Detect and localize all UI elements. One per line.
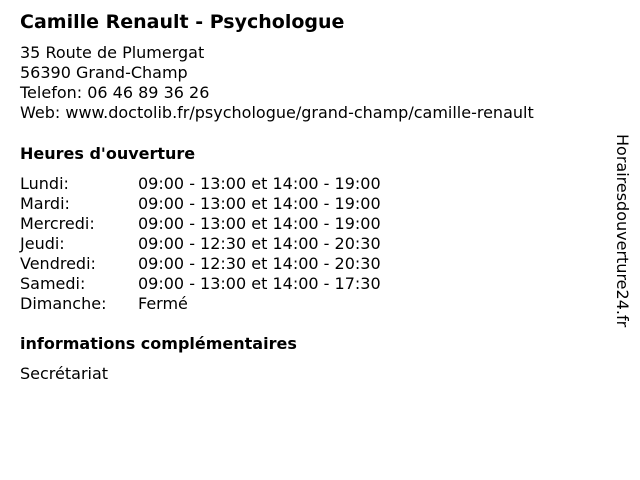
hours-row — [20, 174, 440, 194]
hours-day: Mercredi: — [20, 214, 95, 233]
hours-time: 09:00 - 12:30 et 14:00 - 20:30 — [138, 234, 381, 253]
hours-day: Mardi: — [20, 194, 70, 213]
address-phone: Telefon: 06 46 89 36 26 — [20, 83, 210, 102]
hours-row — [20, 294, 440, 314]
page-title: Camille Renault - Psychologue — [20, 11, 345, 33]
watermark — [612, 134, 632, 346]
hours-day: Jeudi: — [20, 234, 65, 253]
hours-heading: Heures d'ouverture — [20, 144, 196, 163]
address-block — [20, 43, 534, 123]
hours-day: Vendredi: — [20, 254, 96, 273]
hours-time: 09:00 - 13:00 et 14:00 - 19:00 — [138, 174, 381, 193]
address-street: 35 Route de Plumergat — [20, 43, 205, 62]
info-heading: informations complémentaires — [20, 334, 297, 353]
hours-table — [20, 174, 440, 314]
hours-time: 09:00 - 12:30 et 14:00 - 20:30 — [138, 254, 381, 273]
hours-row — [20, 214, 440, 234]
hours-row — [20, 234, 440, 254]
hours-row — [20, 274, 440, 294]
address-city: 56390 Grand-Champ — [20, 63, 188, 82]
hours-time: Fermé — [138, 294, 188, 313]
hours-time: 09:00 - 13:00 et 14:00 - 19:00 — [138, 214, 381, 233]
hours-day: Samedi: — [20, 274, 86, 293]
address-web: Web: www.doctolib.fr/psychologue/grand-champ/camille-renault — [20, 103, 534, 122]
hours-row — [20, 254, 440, 274]
info-text: Secrétariat — [20, 364, 109, 383]
watermark-text: Horairesdouverture24.fr — [613, 134, 632, 328]
hours-row — [20, 194, 440, 214]
hours-day: Lundi: — [20, 174, 69, 193]
hours-time: 09:00 - 13:00 et 14:00 - 17:30 — [138, 274, 381, 293]
hours-time: 09:00 - 13:00 et 14:00 - 19:00 — [138, 194, 381, 213]
hours-day: Dimanche: — [20, 294, 107, 313]
